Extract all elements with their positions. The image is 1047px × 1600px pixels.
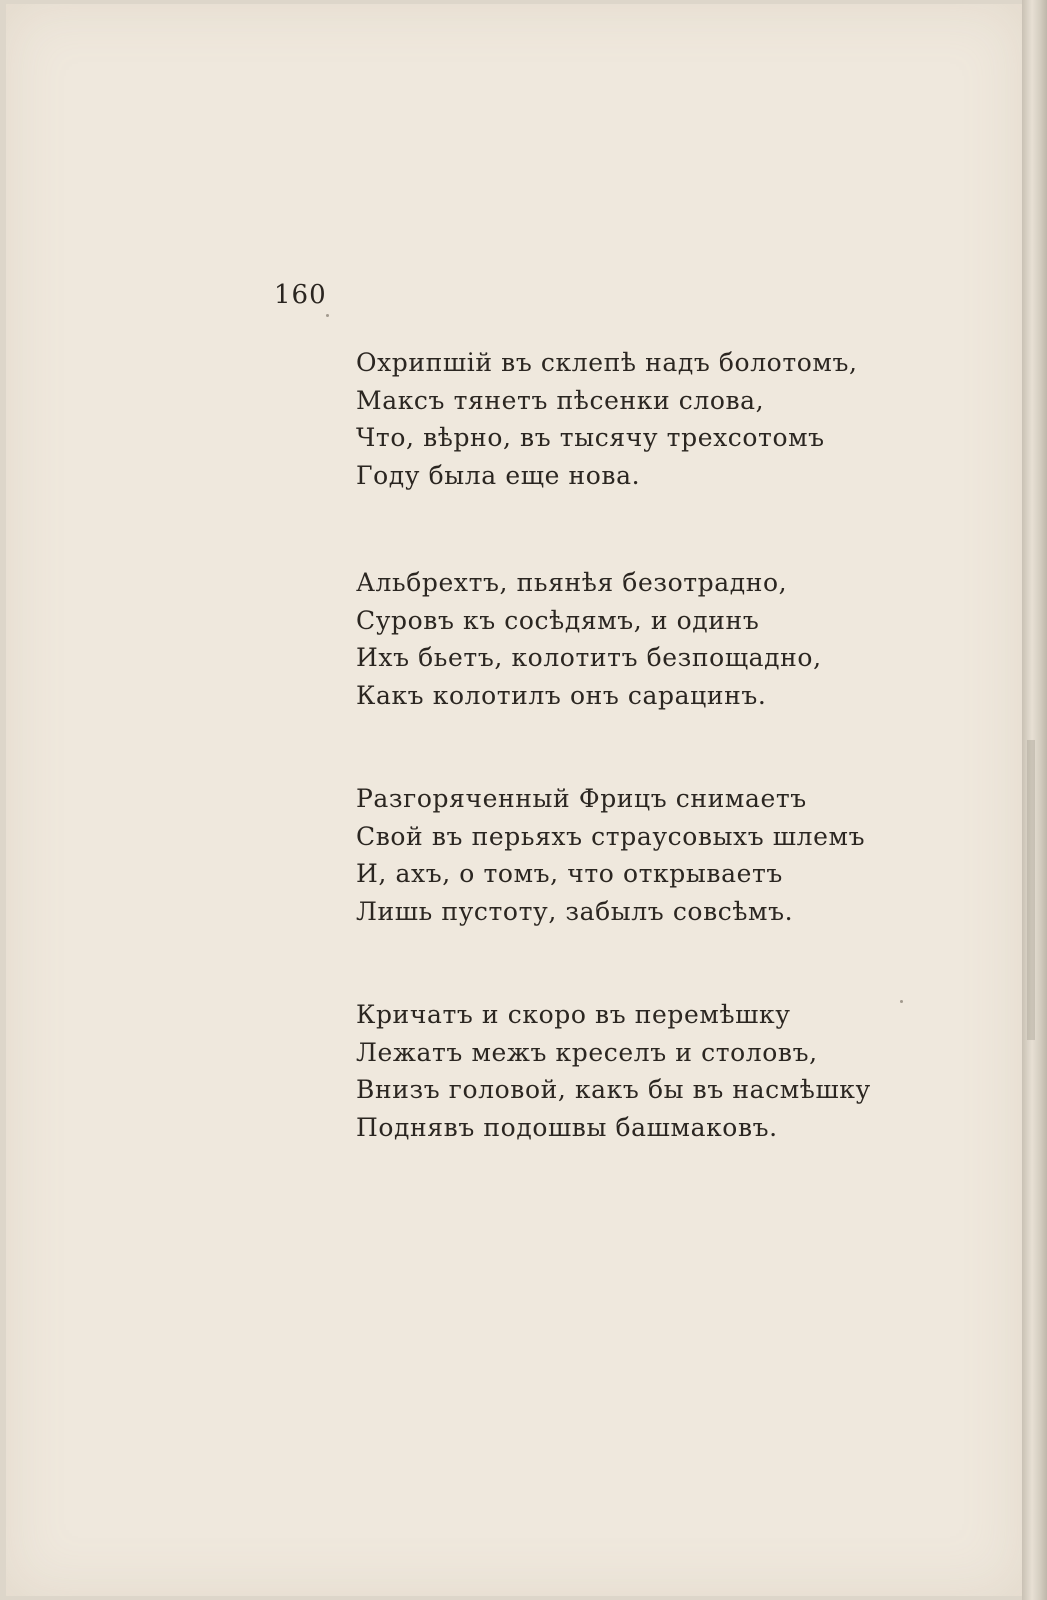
stanza-line: Максъ тянетъ пѣсенки слова, — [356, 385, 765, 415]
stanza-line: Кричатъ и скоро въ перемѣшку — [356, 1000, 791, 1029]
stanza-4 — [356, 996, 916, 1146]
stanza-line: Лишь пустоту, забылъ совсѣмъ. — [356, 896, 794, 926]
stanza-line: Ихъ бьетъ, колотитъ безпощадно, — [356, 643, 822, 672]
paper-speck — [326, 314, 329, 317]
paper-page — [6, 4, 1024, 1596]
stanza-2 — [356, 564, 916, 714]
stanza-line: Году была еще нова. — [356, 460, 641, 490]
stanza-line: Внизъ головой, какъ бы въ насмѣшку — [356, 1075, 871, 1104]
stanza-line: Охрипшій въ склепѣ надъ болотомъ, — [356, 348, 858, 377]
stanza-line: Свой въ перьяхъ страусовыхъ шлемъ — [356, 821, 866, 851]
stanza-1 — [356, 344, 916, 494]
paper-speck — [900, 1000, 903, 1003]
stanza-3 — [356, 780, 916, 930]
stanza-line: Суровъ къ сосѣдямъ, и одинъ — [356, 605, 760, 635]
stanza-line: Поднявъ подошвы башмаковъ. — [356, 1112, 778, 1142]
stanza-line: Разгоряченный Фрицъ снимаетъ — [356, 784, 807, 813]
stanza-line: Какъ колотилъ онъ сарацинъ. — [356, 680, 767, 710]
stanza-line: Альбрехтъ, пьянѣя безотрадно, — [356, 568, 788, 597]
stanza-line: Лежатъ межъ креселъ и столовъ, — [356, 1037, 818, 1067]
stanza-line: И, ахъ, о томъ, что открываетъ — [356, 859, 783, 888]
page-number: 160 — [274, 280, 327, 310]
stanza-line: Что, вѣрно, въ тысячу трехсотомъ — [356, 423, 825, 452]
page-edge-shadow — [1027, 740, 1035, 1040]
